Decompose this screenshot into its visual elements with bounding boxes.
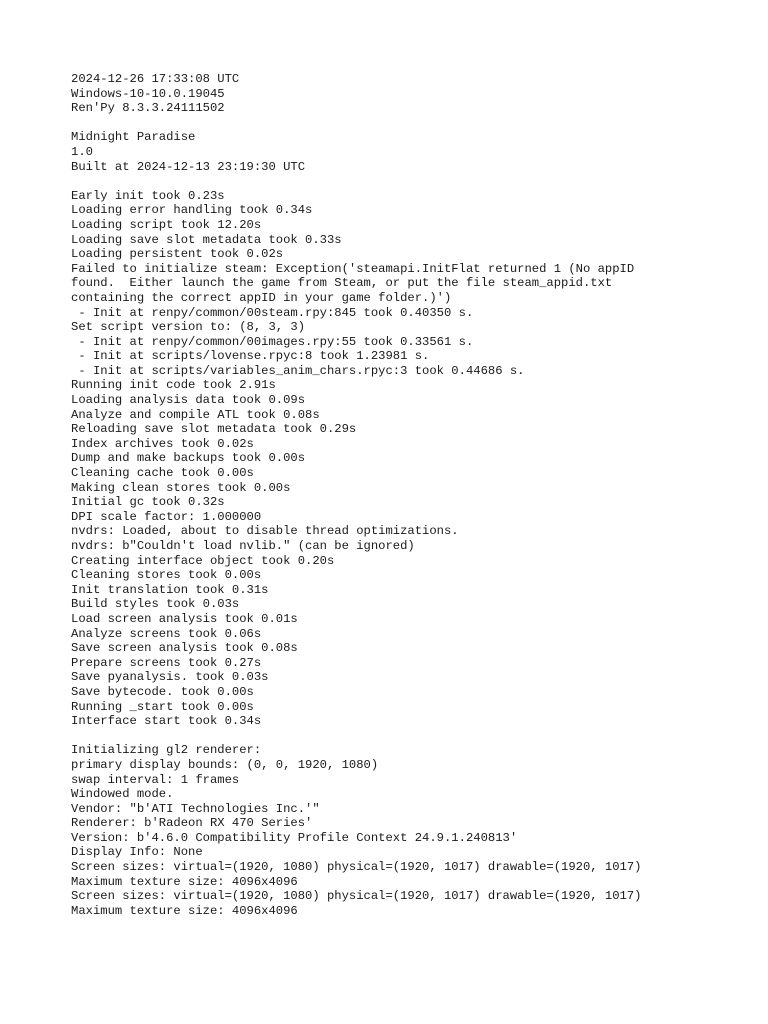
log-line: Display Info: None	[71, 845, 203, 860]
log-line: Reloading save slot metadata took 0.29s	[71, 422, 357, 437]
log-block-init-log	[71, 189, 751, 729]
log-line: Vendor: "b'ATI Technologies Inc.'"	[71, 801, 320, 816]
log-line: Running init code took 2.91s	[71, 378, 276, 393]
log-line: Windowed mode.	[71, 787, 174, 802]
log-line: containing the correct appID in your game folder.)')	[71, 290, 452, 305]
log-line: Save pyanalysis. took 0.03s	[71, 670, 269, 685]
log-line: Analyze and compile ATL took 0.08s	[71, 407, 320, 422]
log-line: Cleaning cache took 0.00s	[71, 466, 254, 481]
log-line: Maximum texture size: 4096x4096	[71, 874, 298, 889]
log-line: DPI scale factor: 1.000000	[71, 509, 262, 524]
log-line: Running _start took 0.00s	[71, 699, 254, 714]
log-line: Save screen analysis took 0.08s	[71, 641, 298, 656]
log-line: 2024-12-26 17:33:08 UTC	[71, 72, 240, 86]
log-line: - Init at renpy/common/00steam.rpy:845 took 0.40350 s.	[71, 305, 474, 320]
log-line: Index archives took 0.02s	[71, 436, 254, 451]
log-line: Save bytecode. took 0.00s	[71, 684, 254, 699]
log-line: Built at 2024-12-13 23:19:30 UTC	[71, 159, 306, 174]
log-line: swap interval: 1 frames	[71, 772, 240, 787]
log-line: Windows-10-10.0.19045	[71, 86, 225, 101]
log-line: - Init at scripts/variables_anim_chars.rpyc:3 took 0.44686 s.	[71, 363, 525, 378]
log-line: Version: b'4.6.0 Compatibility Profile Context 24.9.1.240813'	[71, 830, 518, 845]
log-line: Build styles took 0.03s	[71, 597, 240, 612]
log-line: Renderer: b'Radeon RX 470 Series'	[71, 816, 313, 831]
log-line: Screen sizes: virtual=(1920, 1080) physical=(1920, 1017) drawable=(1920, 1017)	[71, 860, 642, 875]
log-line: Interface start took 0.34s	[71, 714, 262, 729]
log-line: Making clean stores took 0.00s	[71, 480, 291, 495]
log-line: Ren'Py 8.3.3.24111502	[71, 101, 225, 116]
log-line: Prepare screens took 0.27s	[71, 655, 262, 670]
log-line: Load screen analysis took 0.01s	[71, 611, 298, 626]
log-line: Init translation took 0.31s	[71, 582, 269, 597]
log-line: Maximum texture size: 4096x4096	[71, 903, 298, 918]
log-line: Midnight Paradise	[71, 130, 196, 145]
log-line: Loading save slot metadata took 0.33s	[71, 232, 342, 247]
log-line: - Init at renpy/common/00images.rpy:55 took 0.33561 s.	[71, 334, 474, 349]
log-block-header	[71, 72, 751, 116]
log-line: Screen sizes: virtual=(1920, 1080) physical=(1920, 1017) drawable=(1920, 1017)	[71, 889, 642, 904]
log-line: Initial gc took 0.32s	[71, 495, 225, 510]
log-line: - Init at scripts/lovense.rpyc:8 took 1.23981 s.	[71, 349, 430, 364]
log-line: Failed to initialize steam: Exception('steamapi.InitFlat returned 1 (No appID	[71, 261, 635, 276]
log-line: Loading analysis data took 0.09s	[71, 393, 306, 408]
log-line: primary display bounds: (0, 0, 1920, 1080)	[71, 757, 379, 772]
log-line: Dump and make backups took 0.00s	[71, 451, 306, 466]
log-document	[71, 72, 751, 918]
log-block-renderer-info	[71, 743, 751, 918]
log-line: Loading error handling took 0.34s	[71, 203, 313, 218]
log-line: 1.0	[71, 144, 93, 159]
log-line: found. Either launch the game from Steam, or put the file steam_appid.txt	[71, 276, 613, 291]
log-line: Analyze screens took 0.06s	[71, 626, 262, 641]
log-line: Cleaning stores took 0.00s	[71, 568, 262, 583]
log-line: Set script version to: (8, 3, 3)	[71, 320, 306, 335]
log-line: Early init took 0.23s	[71, 188, 225, 203]
log-line: Loading persistent took 0.02s	[71, 247, 284, 262]
log-line: Creating interface object took 0.20s	[71, 553, 335, 568]
log-line: Initializing gl2 renderer:	[71, 743, 262, 758]
log-line: nvdrs: b"Couldn't load nvlib." (can be ignored)	[71, 539, 415, 553]
log-block-game-info	[71, 130, 751, 174]
log-line: nvdrs: Loaded, about to disable thread optimizations.	[71, 524, 459, 539]
log-line: Loading script took 12.20s	[71, 217, 262, 232]
